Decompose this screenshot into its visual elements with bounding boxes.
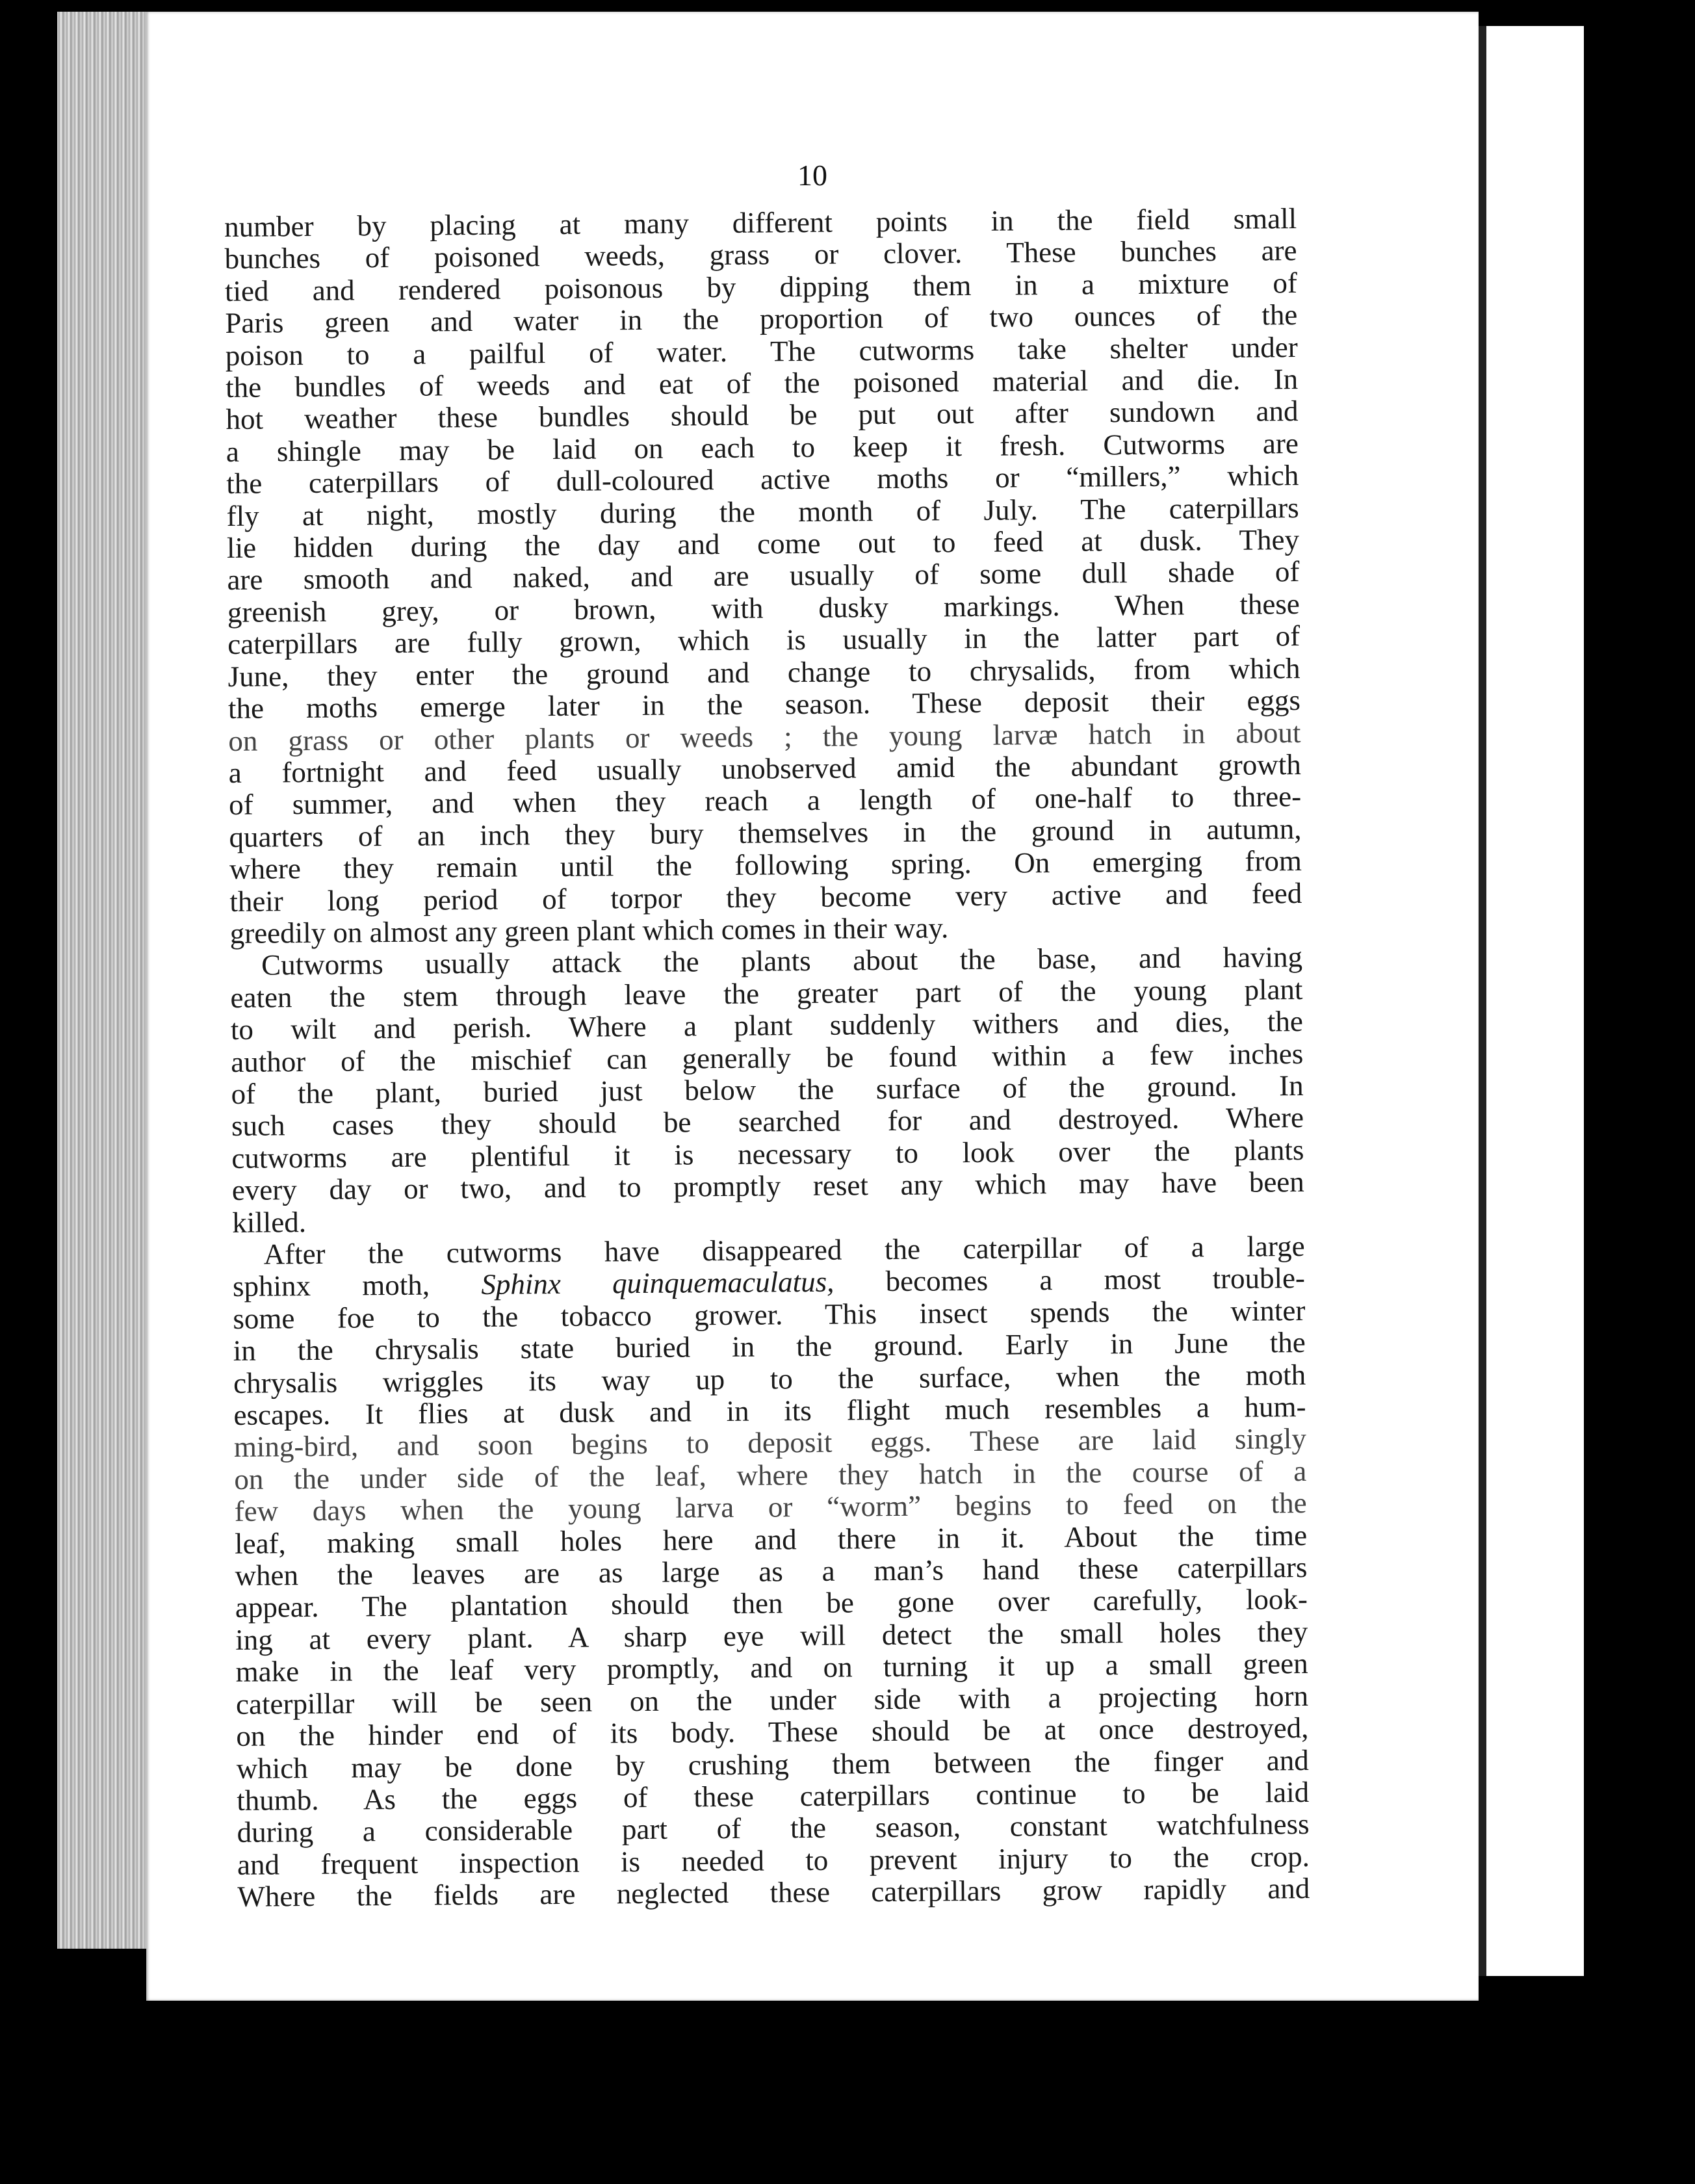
text-line: on grass or other plants or weeds ; the young larvæ hatch in about [228,716,1301,757]
text-line: on the under side of the leaf, where they hatch in the course of a [234,1454,1307,1496]
text-line: killed. [232,1205,307,1239]
text-line: caterpillars are fully grown, which is usually in the latter part of [227,619,1300,661]
text-line: are smooth and naked, and are usually of some dull shade of [227,555,1300,597]
text-line: eaten the stem through leave the greater part of the young plant [230,972,1303,1014]
text-line: of the plant, buried just below the surface of the ground. In [231,1069,1304,1110]
text-line: hot weather these bundles should be put out after sundown and [226,395,1299,436]
text-line: greedily on almost any green plant which comes in their way. [229,911,949,950]
text-line: Paris green and water in the proportion of two ounces of the [225,298,1298,340]
text-line: fly at night, mostly during the month of July. The caterpillars [226,491,1299,532]
text-line: bunches of poisoned weeds, grass or clover. These bunches are [224,234,1297,276]
text-line: where they remain until the following spring. On emerging from [229,844,1302,886]
text-line: of summer, and when they reach a length of one-half to three- [228,780,1302,822]
text-line: escapes. It flies at dusk and in its flight much resembles a hum- [233,1390,1306,1431]
text-line: number by placing at many different points in the field small [224,202,1297,243]
text-line: leaf, making small holes here and there in it. About the time [234,1518,1308,1560]
text-line: the moths emerge later in the season. These deposit their eggs [227,684,1301,725]
page-number: 10 [797,159,827,192]
text-line: some foe to the tobacco grower. This insect spends the winter [233,1294,1306,1335]
text-line: chrysalis wriggles its way up to the surface, when the moth [233,1358,1306,1399]
book-page-edges [57,12,155,1949]
text-line: which may be done by crushing them between the finger and [236,1743,1309,1785]
text-line: quarters of an inch they bury themselves in the ground in autumn, [229,812,1302,853]
text-line: a shingle may be laid on each to keep it fresh. Cutworms are [226,426,1299,468]
text-line: on the hinder end of its body. These should be at once destroyed, [236,1711,1309,1753]
text-line: such cases they should be searched for and destroyed. Where [231,1101,1304,1143]
text-line: caterpillar will be seen on the under side with a projecting horn [235,1679,1309,1721]
facing-page-edge [1479,26,1584,1976]
text-line: lie hidden during the day and come out to feed at dusk. They [226,523,1300,565]
text-line: appear. The plantation should then be gone over carefully, look- [235,1583,1308,1624]
text-line: cutworms are plentiful it is necessary to look over the plants [231,1133,1304,1175]
body-text [224,203,1310,1913]
text-line: their long period of torpor they become very active and feed [229,876,1302,918]
text-line: the caterpillars of dull-coloured active moths or “millers,” which [226,459,1299,500]
text-line: June, they enter the ground and change to chrysalids, from which [227,651,1300,693]
text-line: in the chrysalis state buried in the ground. Early in June the [233,1326,1306,1368]
text-segment: becomes a most trouble- [834,1262,1306,1299]
text-line: author of the mischief can generally be found within a few inches [231,1037,1304,1078]
text-line: few days when the young larva or “worm” begins to feed on the [234,1487,1307,1528]
text-line: tied and rendered poisonous by dipping them in a mixture of [224,266,1298,307]
species-name: Sphinx quinquemaculatus, [481,1266,835,1301]
text-line: during a considerable part of the season, constant watchfulness [237,1808,1310,1849]
text-line: ming-bird, and soon begins to deposit eggs. These are laid singly [233,1422,1307,1464]
text-line: greenish grey, or brown, with dusky markings. When these [227,587,1300,629]
text-line: a fortnight and feed usually unobserved amid the abundant growth [228,748,1301,789]
text-line: Cutworms usually attack the plants about the base, and having [261,941,1303,982]
text-line: to wilt and perish. Where a plant suddenly withers and dies, the [230,1005,1304,1046]
text-line: ing at every plant. A sharp eye will detect the small holes they [235,1615,1308,1656]
text-line: every day or two, and to promptly reset any which may have been [231,1165,1304,1207]
text-line: the bundles of weeds and eat of the poisoned material and die. In [225,363,1299,404]
text-line: make in the leaf very promptly, and on turning it up a small green [235,1647,1308,1689]
text-line: when the leaves are as large as a man’s hand these caterpillars [235,1551,1308,1592]
text-line: thumb. As the eggs of these caterpillars continue to be laid [237,1775,1310,1817]
text-line: After the cutworms have disappeared the caterpillar of a large [263,1229,1305,1271]
text-segment: sphinx moth, [232,1268,482,1303]
text-line: poison to a pailful of water. The cutworms take shelter under [225,330,1298,372]
text-line: Where the fields are neglected these caterpillars grow rapidly and [237,1872,1310,1914]
text-line: and frequent inspection is needed to prevent injury to the crop. [237,1840,1310,1881]
